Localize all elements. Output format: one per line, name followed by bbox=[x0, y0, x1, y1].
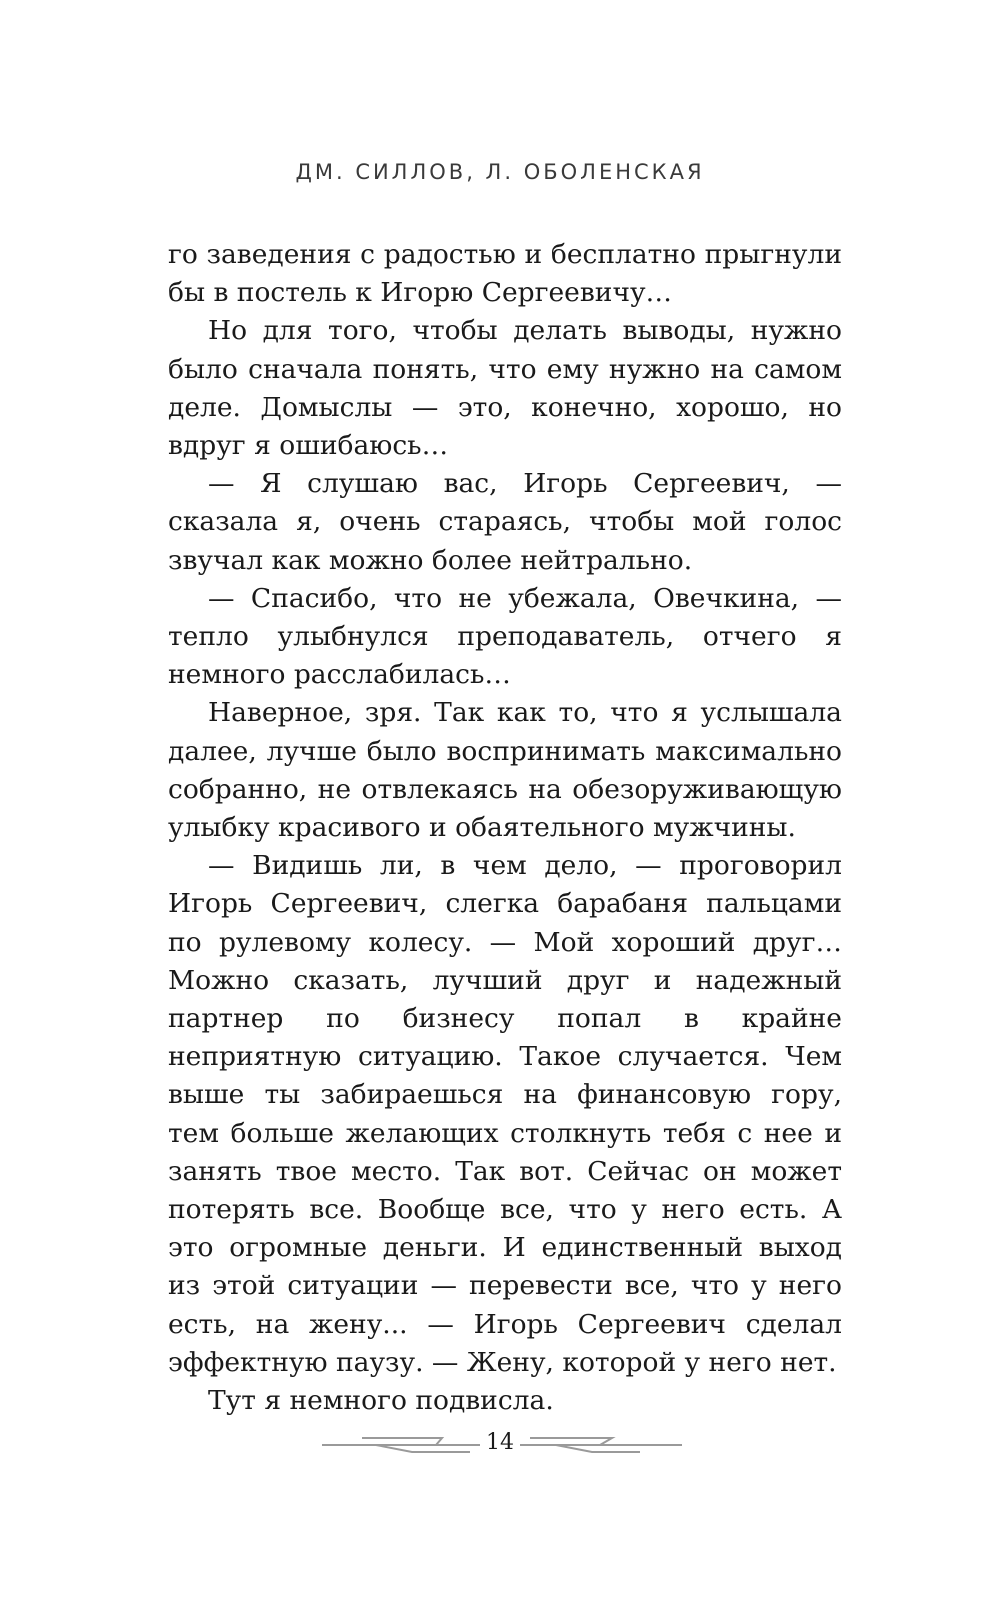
page-footer bbox=[0, 1426, 1000, 1466]
paragraph: го заведения с радостью и бесплатно прыгнули бы в постель к Игорю Сергеевичу… bbox=[168, 239, 842, 309]
body-text bbox=[168, 236, 842, 1420]
paragraph: Тут я немного подвисла. bbox=[208, 1385, 554, 1417]
running-header: ДМ. СИЛЛОВ, Л. ОБОЛЕНСКАЯ bbox=[295, 160, 705, 184]
paragraph: — Я слушаю вас, Игорь Сергеевич, — сказала я, очень стараясь, чтобы мой голос звучал как можно более нейтрально. bbox=[168, 468, 842, 576]
paragraph: Наверное, зря. Так как то, что я услышала далее, лучше было воспринимать максимально собранно, не отвлекаясь на обезоруживающую улыбку красивого и обаятельного мужчины. bbox=[168, 697, 842, 844]
paragraph: — Видишь ли, в чем дело, — проговорил Игорь Сергеевич, слегка барабаня пальцами по рулевому колесу. — Мой хороший друг… Можно сказать, лучший друг и надежный партнер по бизнесу попал в крайне неприятную ситуацию. Такое случается. Чем выше ты забираешься на финансовую гору, тем больше желающих столкнуть тебя с нее и занять твое место. Так вот. Сейчас он может потерять все. Вообще все, что у него есть. А это огромные деньги. И единственный выход из этой ситуации — перевести все, что у него есть, на жену... — Игорь Сергеевич сделал эффектную паузу. — Жену, которой у него нет. bbox=[168, 850, 842, 1378]
page-number: 14 bbox=[486, 1430, 514, 1455]
paragraph: Но для того, чтобы делать выводы, нужно было сначала понять, что ему нужно на самом деле. Домыслы — это, конечно, хорошо, но вдруг я ошибаюсь… bbox=[168, 315, 842, 462]
paragraph: — Спасибо, что не убежала, Овечкина, — тепло улыбнулся преподаватель, отчего я немного расслабилась… bbox=[168, 582, 842, 691]
